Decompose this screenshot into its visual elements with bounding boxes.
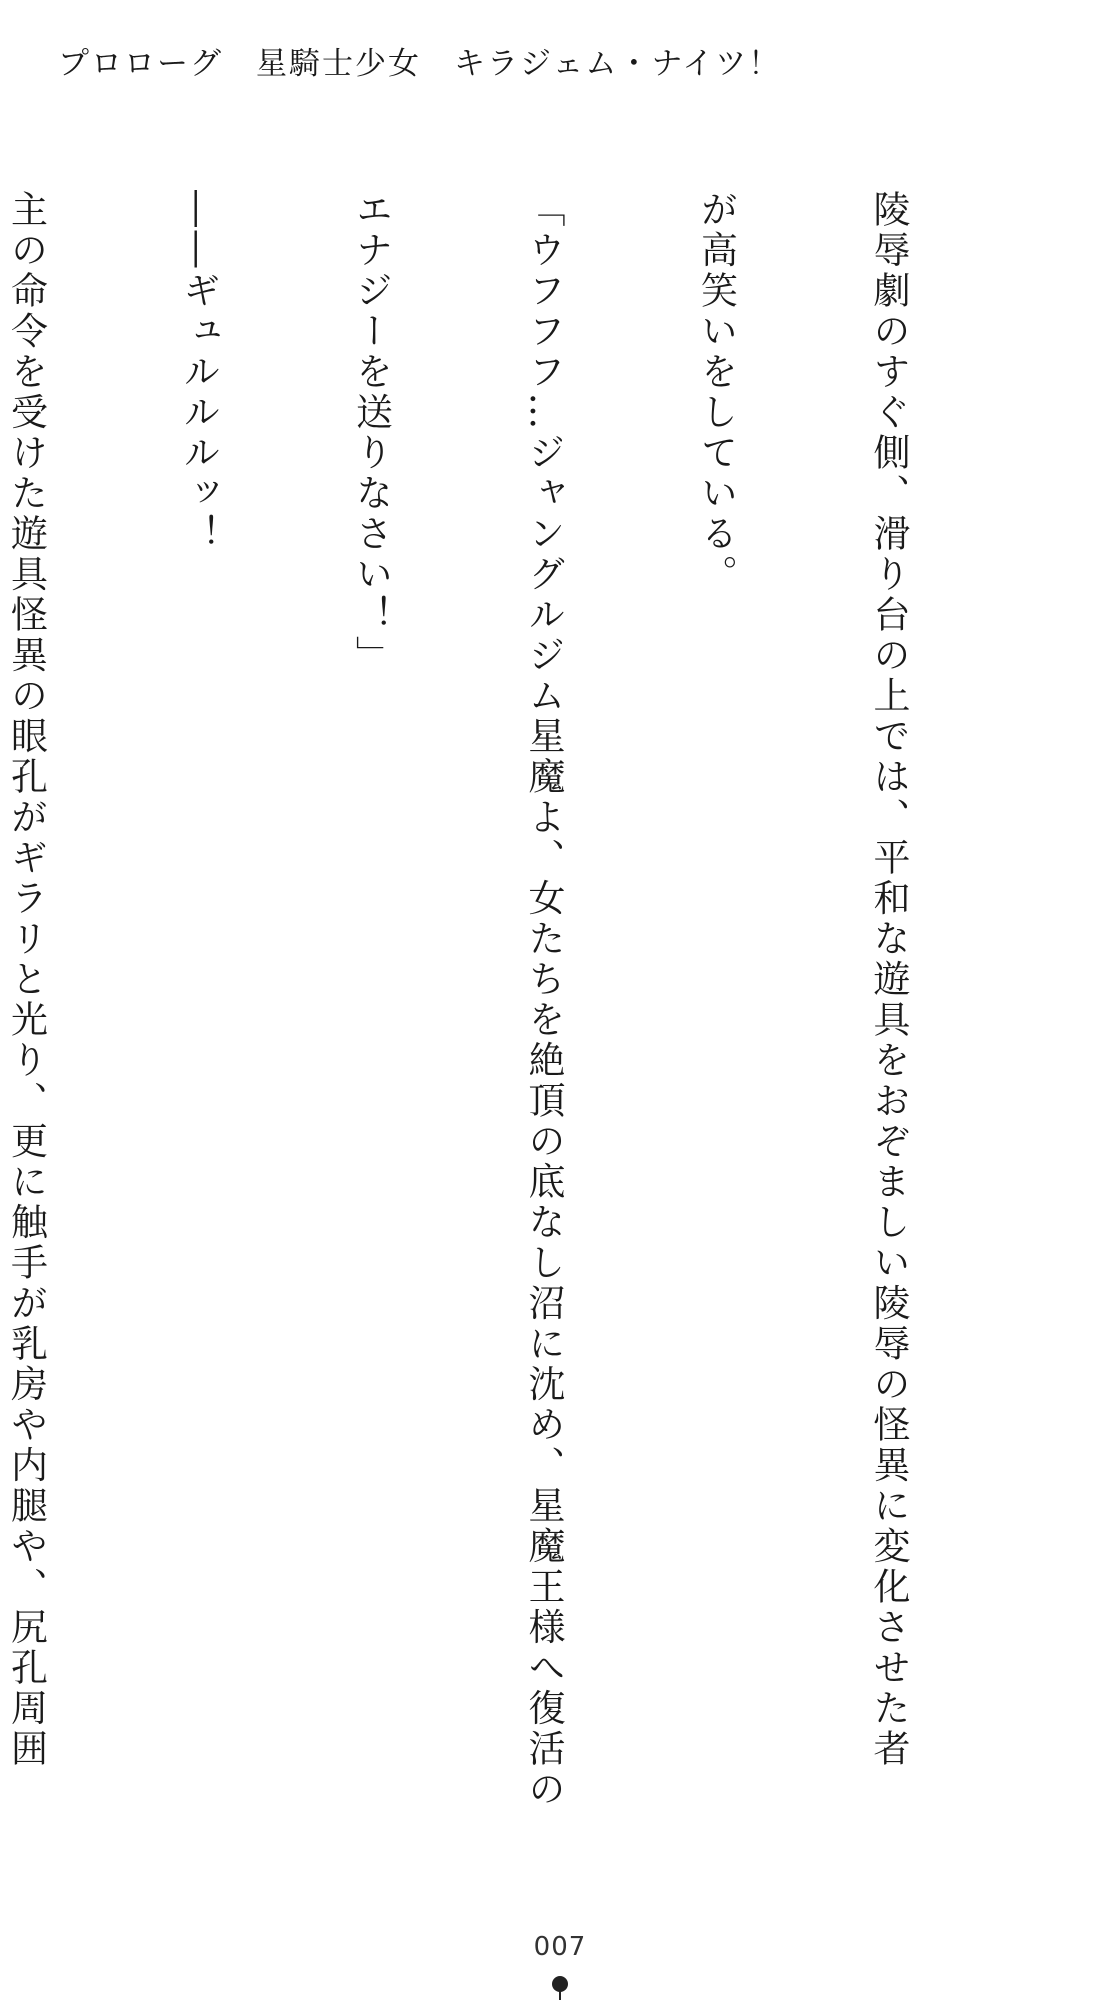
text-line: 主の命令を受けた遊具怪異の眼孔がギラリと光り、更に触手が乳房や内腿や、尻孔周囲 [4,190,48,1770]
running-header: プロローグ 星騎士少女 キラジェム・ナイツ！ [58,46,782,82]
text-line: エナジーを送りなさい！」 [349,190,393,676]
text-line: 陵辱劇のすぐ側、滑り台の上では、平和な遊具をおぞましい陵辱の怪異に変化させた者 [867,190,910,1770]
text-line: ――ギュルルルッ！ [177,190,220,555]
page-number: 007 [533,1932,587,1962]
body-text [0,190,1032,1810]
page-marker-stem [559,1990,561,2000]
text-line: が高笑いをしている。 [694,190,738,595]
text-line: 「ウフフフ…ジャングルジム星魔よ、女たちを絶頂の底なし沼に沈め、星魔王様へ復活の [522,190,565,1810]
